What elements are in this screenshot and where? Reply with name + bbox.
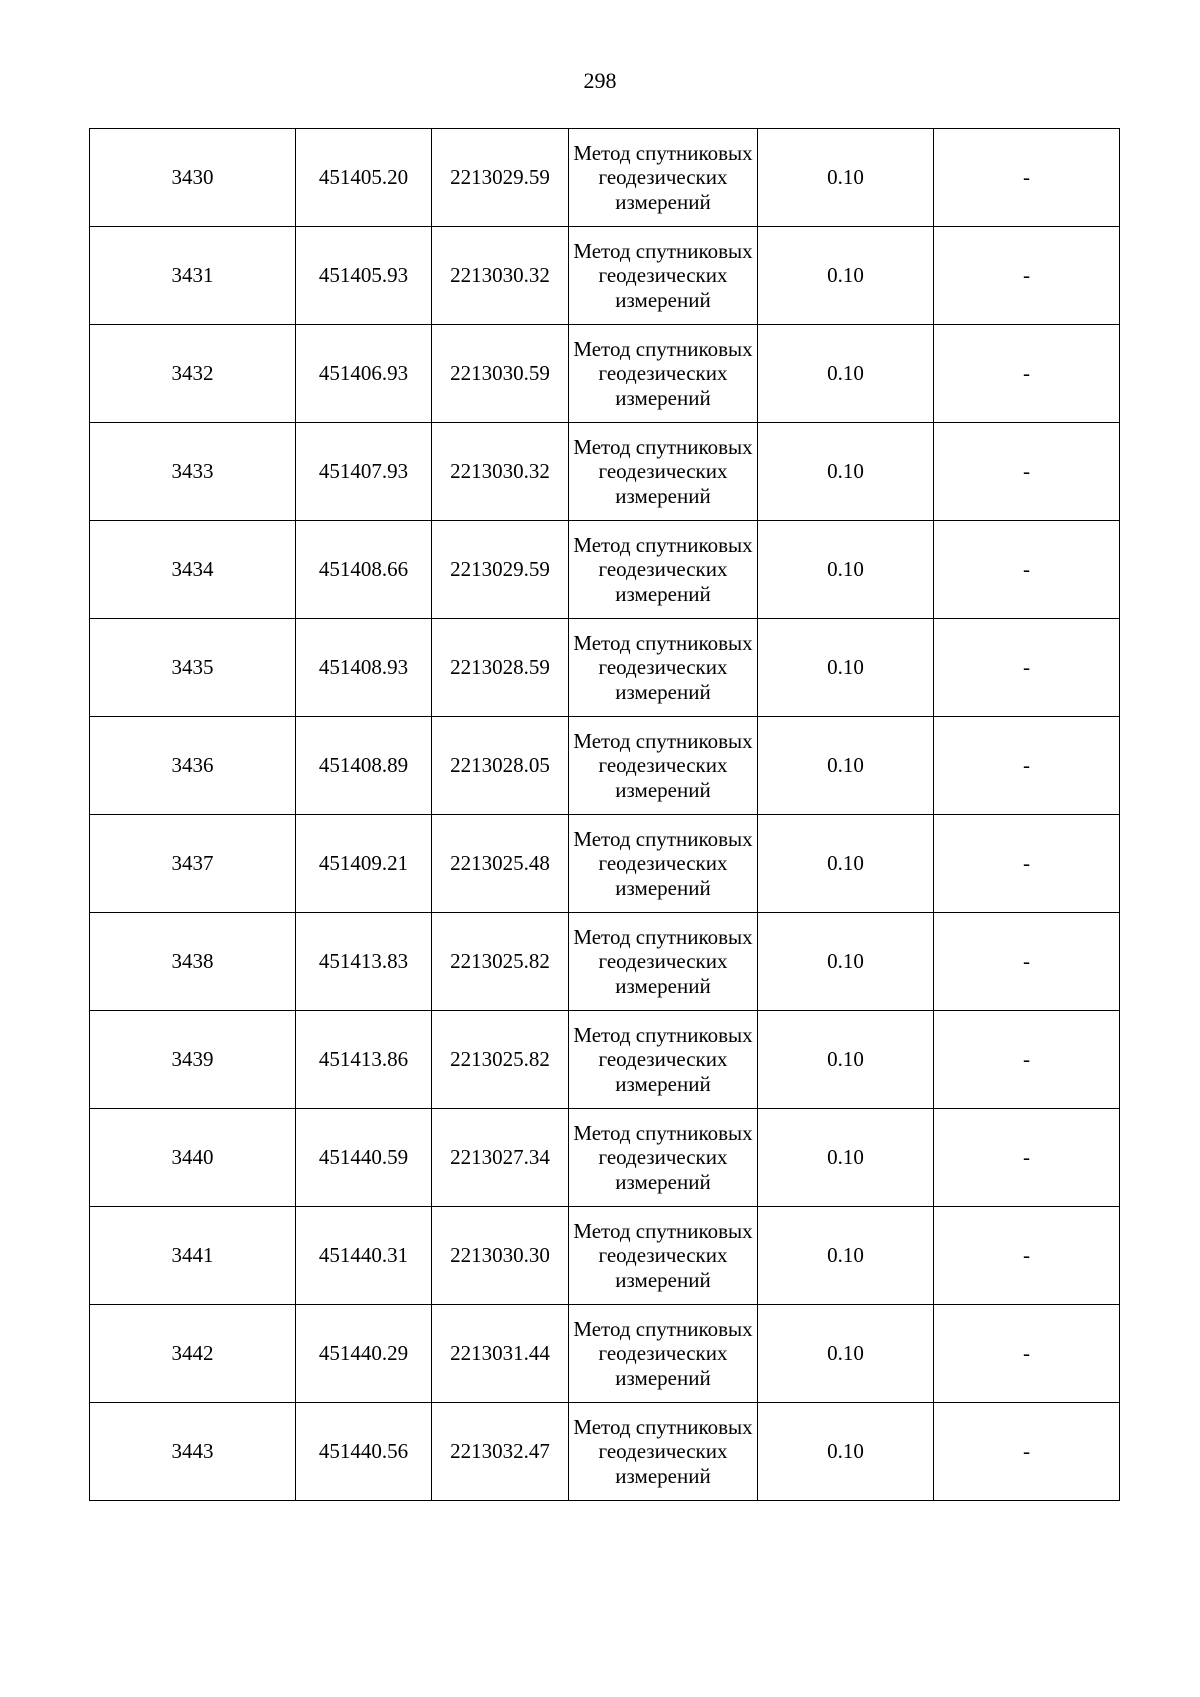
table-row [90,325,1120,423]
cell-method: Метод спутниковых геодезических измерений [569,129,758,227]
cell-method: Метод спутниковых геодезических измерений [569,619,758,717]
cell-description: - [934,717,1120,815]
cell-y-coordinate: 2213032.47 [432,1403,569,1501]
cell-accuracy: 0.10 [758,1305,934,1403]
cell-y-coordinate: 2213031.44 [432,1305,569,1403]
cell-description: - [934,1109,1120,1207]
cell-point-number: 3443 [90,1403,296,1501]
cell-y-coordinate: 2213025.82 [432,1011,569,1109]
cell-description: - [934,1403,1120,1501]
cell-x-coordinate: 451408.66 [296,521,432,619]
table-row [90,1207,1120,1305]
cell-y-coordinate: 2213025.82 [432,913,569,1011]
table-row [90,815,1120,913]
cell-method: Метод спутниковых геодезических измерений [569,423,758,521]
cell-accuracy: 0.10 [758,1109,934,1207]
table-row [90,227,1120,325]
cell-description: - [934,325,1120,423]
cell-description: - [934,1207,1120,1305]
cell-point-number: 3438 [90,913,296,1011]
cell-accuracy: 0.10 [758,1011,934,1109]
cell-x-coordinate: 451408.89 [296,717,432,815]
cell-y-coordinate: 2213030.59 [432,325,569,423]
cell-description: - [934,423,1120,521]
cell-accuracy: 0.10 [758,619,934,717]
cell-accuracy: 0.10 [758,325,934,423]
table-row [90,129,1120,227]
cell-description: - [934,815,1120,913]
cell-accuracy: 0.10 [758,423,934,521]
cell-accuracy: 0.10 [758,1403,934,1501]
table-body [90,129,1120,1501]
cell-y-coordinate: 2213025.48 [432,815,569,913]
cell-method: Метод спутниковых геодезических измерений [569,815,758,913]
table-row [90,521,1120,619]
cell-x-coordinate: 451440.29 [296,1305,432,1403]
table-row [90,619,1120,717]
coordinates-table [89,128,1120,1501]
cell-point-number: 3440 [90,1109,296,1207]
cell-description: - [934,1011,1120,1109]
cell-x-coordinate: 451405.93 [296,227,432,325]
cell-method: Метод спутниковых геодезических измерений [569,1403,758,1501]
cell-x-coordinate: 451440.56 [296,1403,432,1501]
cell-method: Метод спутниковых геодезических измерений [569,913,758,1011]
table-row [90,1403,1120,1501]
cell-y-coordinate: 2213029.59 [432,521,569,619]
cell-y-coordinate: 2213028.05 [432,717,569,815]
cell-point-number: 3439 [90,1011,296,1109]
cell-y-coordinate: 2213030.30 [432,1207,569,1305]
cell-x-coordinate: 451440.59 [296,1109,432,1207]
cell-method: Метод спутниковых геодезических измерений [569,1011,758,1109]
cell-method: Метод спутниковых геодезических измерений [569,325,758,423]
cell-x-coordinate: 451413.83 [296,913,432,1011]
cell-point-number: 3442 [90,1305,296,1403]
cell-point-number: 3432 [90,325,296,423]
cell-x-coordinate: 451406.93 [296,325,432,423]
table-row [90,423,1120,521]
table-row [90,913,1120,1011]
cell-description: - [934,913,1120,1011]
cell-accuracy: 0.10 [758,815,934,913]
cell-accuracy: 0.10 [758,521,934,619]
cell-point-number: 3434 [90,521,296,619]
cell-y-coordinate: 2213030.32 [432,227,569,325]
cell-description: - [934,129,1120,227]
cell-x-coordinate: 451408.93 [296,619,432,717]
cell-point-number: 3430 [90,129,296,227]
table-row [90,1011,1120,1109]
cell-method: Метод спутниковых геодезических измерений [569,1207,758,1305]
cell-point-number: 3433 [90,423,296,521]
cell-description: - [934,521,1120,619]
cell-point-number: 3435 [90,619,296,717]
cell-description: - [934,1305,1120,1403]
cell-accuracy: 0.10 [758,227,934,325]
cell-method: Метод спутниковых геодезических измерений [569,1109,758,1207]
cell-method: Метод спутниковых геодезических измерений [569,227,758,325]
cell-description: - [934,619,1120,717]
cell-y-coordinate: 2213028.59 [432,619,569,717]
page-number: 298 [583,68,617,93]
table-row [90,1109,1120,1207]
cell-x-coordinate: 451413.86 [296,1011,432,1109]
table-row [90,1305,1120,1403]
cell-accuracy: 0.10 [758,913,934,1011]
cell-y-coordinate: 2213030.32 [432,423,569,521]
cell-x-coordinate: 451405.20 [296,129,432,227]
cell-method: Метод спутниковых геодезических измерений [569,717,758,815]
cell-description: - [934,227,1120,325]
cell-method: Метод спутниковых геодезических измерений [569,521,758,619]
cell-x-coordinate: 451407.93 [296,423,432,521]
cell-x-coordinate: 451409.21 [296,815,432,913]
cell-method: Метод спутниковых геодезических измерений [569,1305,758,1403]
table-row [90,717,1120,815]
cell-x-coordinate: 451440.31 [296,1207,432,1305]
cell-accuracy: 0.10 [758,1207,934,1305]
cell-y-coordinate: 2213029.59 [432,129,569,227]
cell-point-number: 3436 [90,717,296,815]
cell-point-number: 3431 [90,227,296,325]
cell-accuracy: 0.10 [758,717,934,815]
cell-point-number: 3437 [90,815,296,913]
cell-y-coordinate: 2213027.34 [432,1109,569,1207]
cell-point-number: 3441 [90,1207,296,1305]
cell-accuracy: 0.10 [758,129,934,227]
